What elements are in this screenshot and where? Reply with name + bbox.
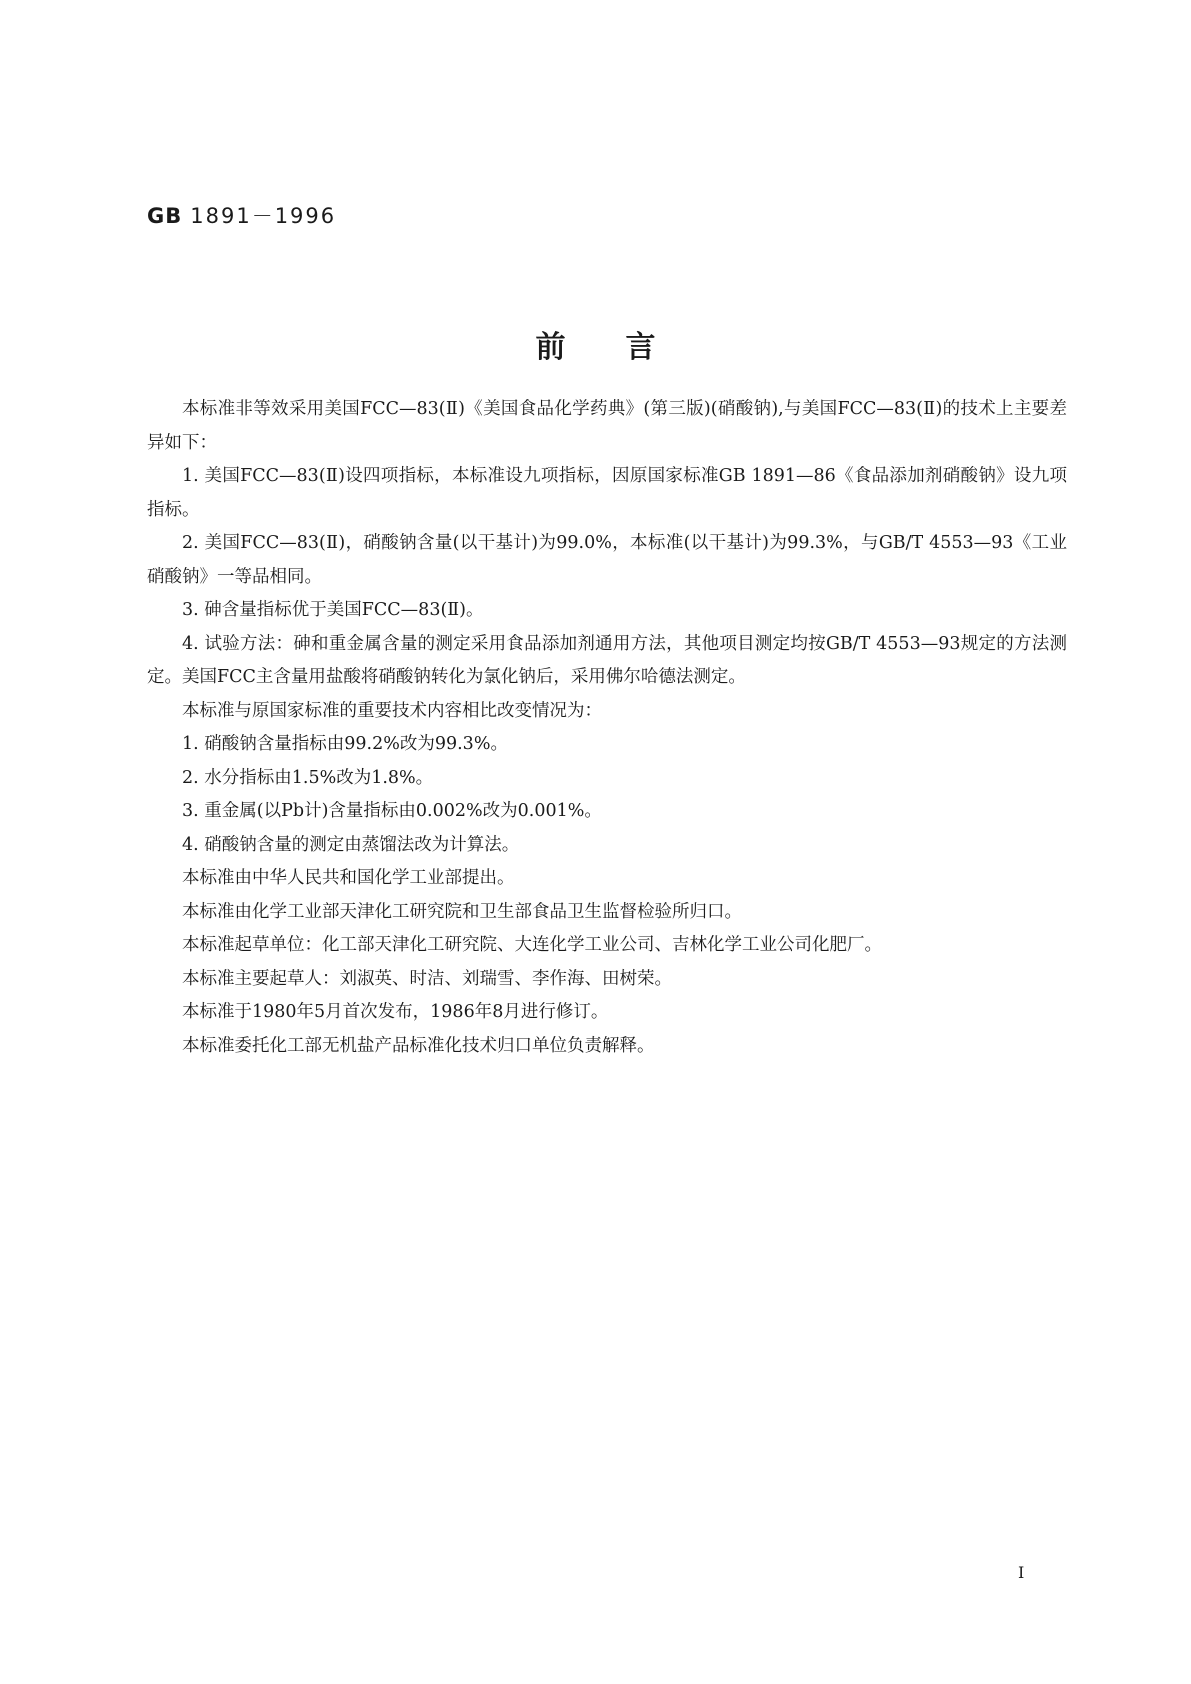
paragraph-proposer: 本标准由中华人民共和国化学工业部提出。: [182, 868, 515, 888]
paragraph-change-1: 1. 硝酸钠含量指标由99.2%改为99.3%。: [182, 734, 508, 754]
paragraph-drafting-units: 本标准起草单位：化工部天津化工研究院、大连化学工业公司、吉林化学工业公司化肥厂。: [182, 935, 882, 955]
standard-number: [147, 200, 336, 230]
paragraph-diff-1: 1. 美国FCC—83(Ⅱ)设四项指标，本标准设九项指标，因原国家标准GB 1891—86《食品添加剂硝酸钠》设九项指标。: [147, 466, 1067, 520]
paragraph-diff-4: 4. 试验方法：砷和重金属含量的测定采用食品添加剂通用方法，其他项目测定均按GB/T 4553—93规定的方法测定。美国FCC主含量用盐酸将硝酸钠转化为氯化钠后，采用佛尔哈德法测定。: [147, 633, 1067, 687]
standard-code: 1891－1996: [190, 204, 337, 228]
paragraph-intro: 本标准非等效采用美国FCC—83(Ⅱ)《美国食品化学药典》(第三版)(硝酸钠),与美国FCC—83(Ⅱ)的技术上主要差异如下：: [147, 399, 1067, 453]
paragraph-diff-2: 2. 美国FCC—83(Ⅱ)，硝酸钠含量(以干基计)为99.0%，本标准(以干基计)为99.3%，与GB/T 4553—93《工业硝酸钠》一等品相同。: [147, 533, 1067, 587]
foreword-body: [147, 393, 1067, 1063]
paragraph-diff-3: 3. 砷含量指标优于美国FCC—83(Ⅱ)。: [182, 600, 484, 620]
paragraph-change-2: 2. 水分指标由1.5%改为1.8%。: [182, 767, 434, 788]
paragraph-changes-intro: 本标准与原国家标准的重要技术内容相比改变情况为：: [182, 700, 602, 721]
paragraph-history: 本标准于1980年5月首次发布，1986年8月进行修订。: [182, 1002, 609, 1022]
paragraph-centralized: 本标准由化学工业部天津化工研究院和卫生部食品卫生监督检验所归口。: [182, 901, 742, 922]
standard-prefix: GB: [147, 204, 183, 228]
paragraph-drafters: 本标准主要起草人：刘淑英、时洁、刘瑞雪、李作海、田树荣。: [182, 968, 672, 989]
paragraph-change-3: 3. 重金属(以Pb计)含量指标由0.002%改为0.001%。: [182, 801, 602, 821]
paragraph-change-4: 4. 硝酸钠含量的测定由蒸馏法改为计算法。: [182, 834, 520, 855]
page-title: 前言: [535, 330, 716, 365]
paragraph-interpretation: 本标准委托化工部无机盐产品标准化技术归口单位负责解释。: [182, 1035, 655, 1056]
page-number: I: [1018, 1563, 1025, 1582]
